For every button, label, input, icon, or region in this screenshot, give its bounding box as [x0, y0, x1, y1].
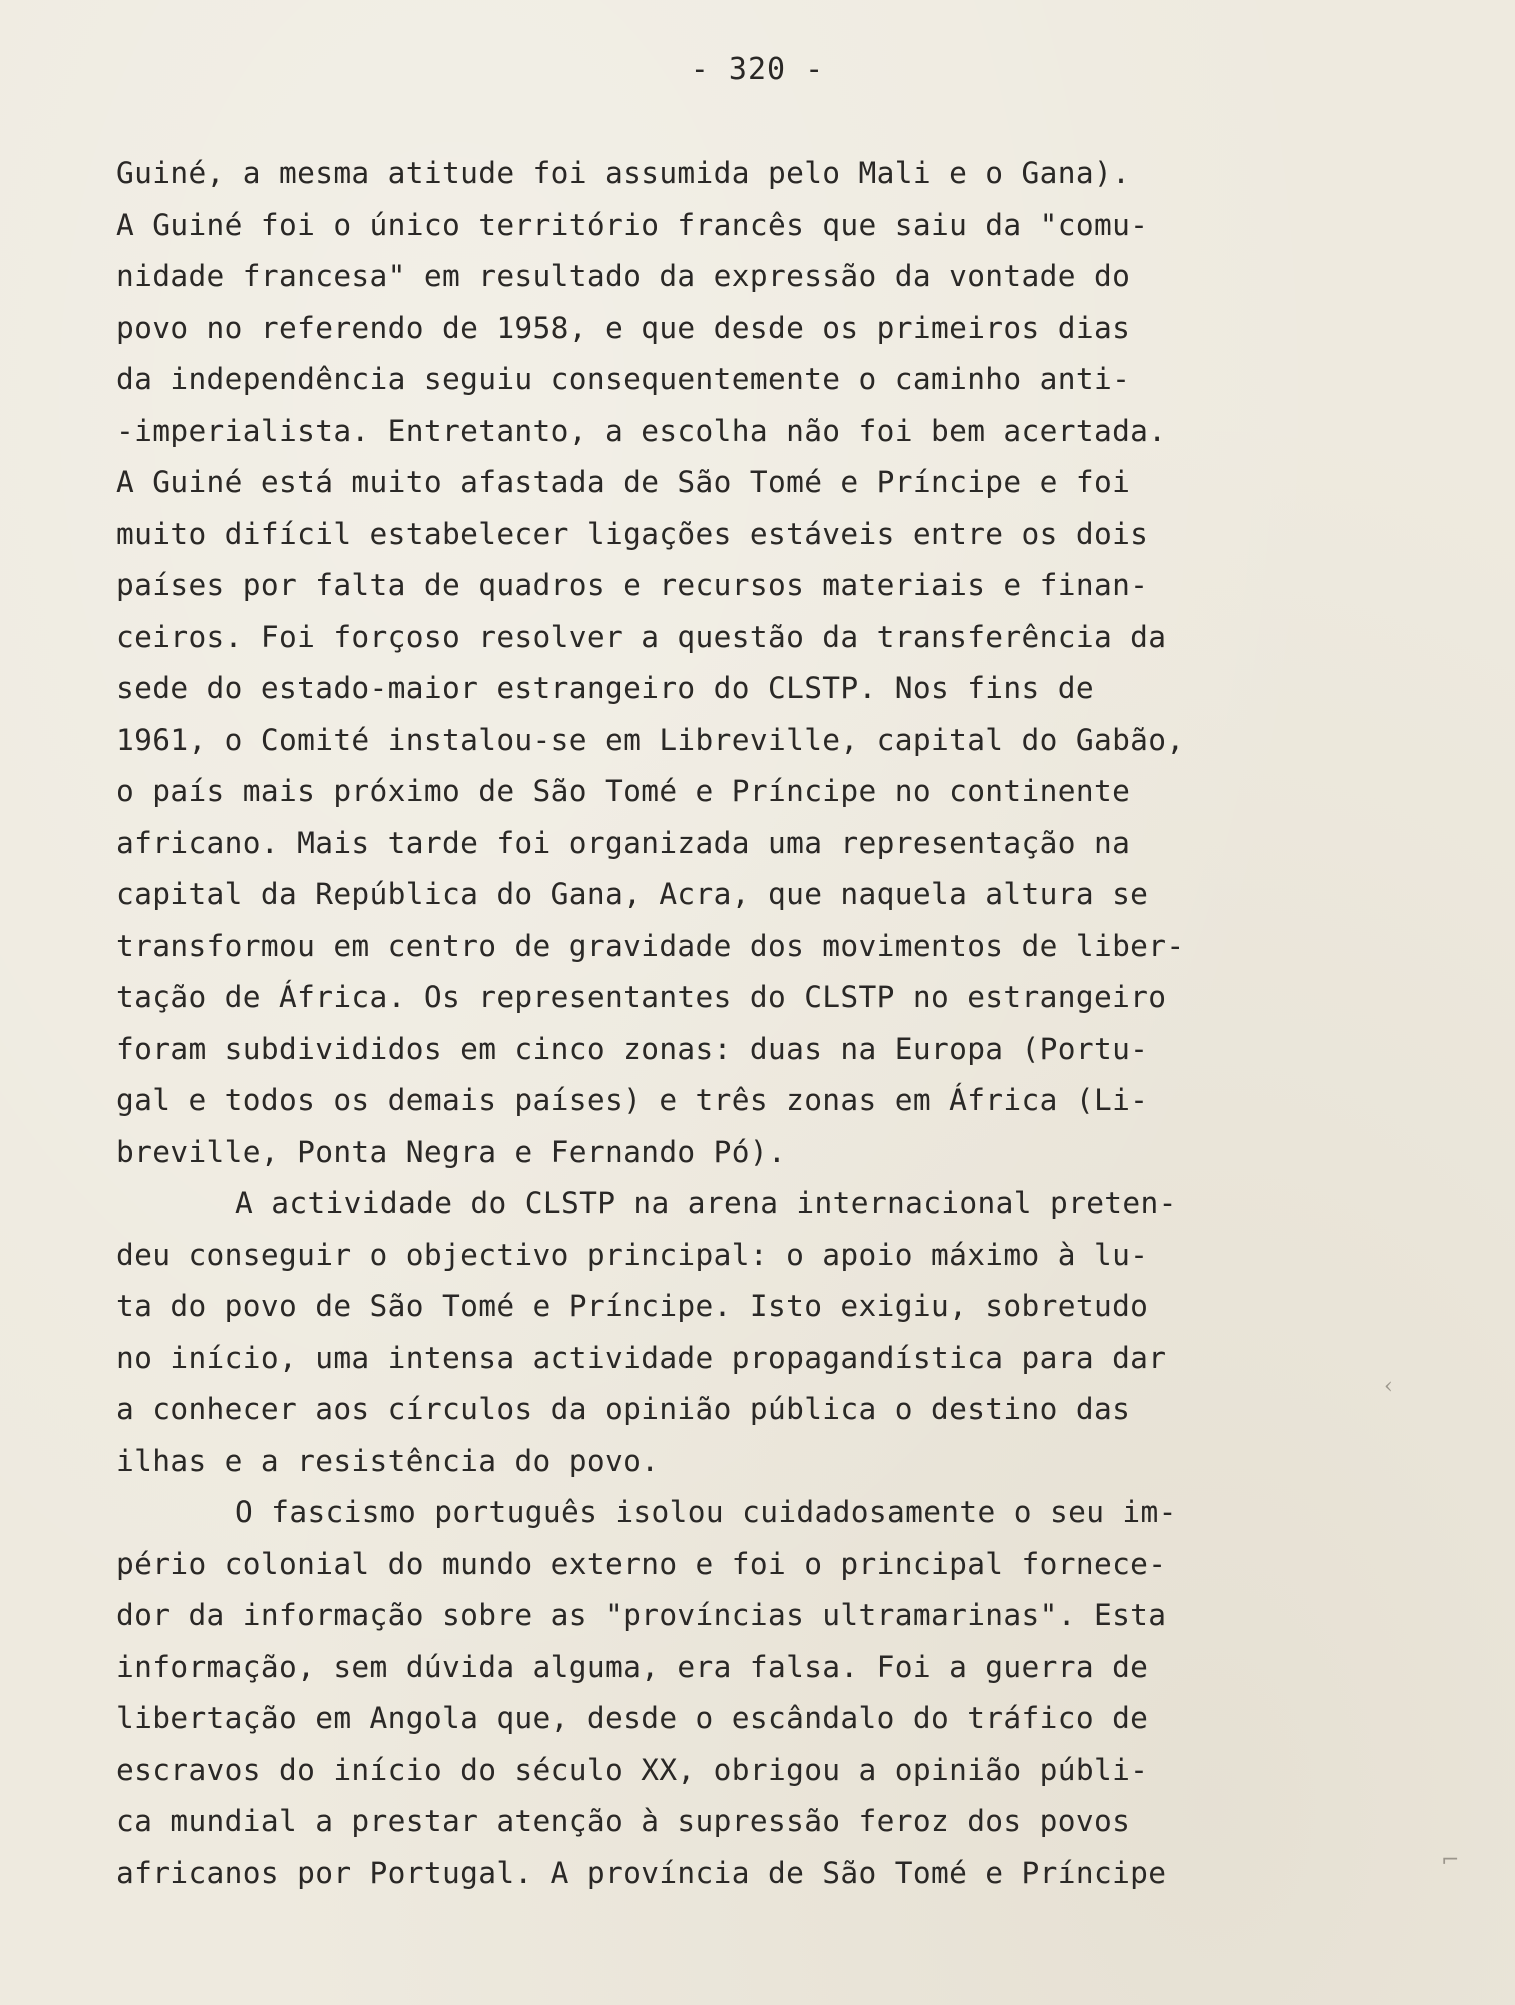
text-line: no início, uma intensa actividade propagandística para dar — [116, 1340, 1167, 1375]
text-line: 1961, o Comité instalou-se em Libreville, capital do Gabão, — [116, 722, 1185, 757]
text-line: ta do povo de São Tomé e Príncipe. Isto exigiu, sobretudo — [116, 1289, 1149, 1323]
margin-speck: ‹ — [1384, 1374, 1393, 1399]
text-line: transformou em centro de gravidade dos movimentos de liber- — [116, 928, 1185, 963]
text-line: A Guiné está muito afastada de São Tomé e Príncipe e foi — [116, 465, 1131, 499]
text-line: da independência seguiu consequentemente o caminho anti- — [116, 362, 1131, 396]
text-line: sede do estado-maior estrangeiro do CLSTP. Nos fins de — [116, 671, 1094, 705]
text-line: dor da informação sobre as "províncias ultramarinas". Esta — [116, 1598, 1167, 1632]
text-line: Guiné, a mesma atitude foi assumida pelo Mali e o Gana). — [116, 156, 1131, 190]
text-line: ca mundial a prestar atenção à supressão feroz dos povos — [116, 1804, 1131, 1838]
text-line: nidade francesa" em resultado da expressão da vontade do — [116, 259, 1131, 293]
text-line: deu conseguir o objectivo principal: o apoio máximo à lu- — [116, 1237, 1149, 1272]
body-text — [116, 148, 1366, 1899]
text-line: africano. Mais tarde foi organizada uma representação na — [116, 825, 1131, 860]
text-line: capital da República do Gana, Acra, que naquela altura se — [116, 877, 1149, 911]
margin-speck: ⌐ — [1441, 1848, 1460, 1873]
text-line: muito difícil estabelecer ligações estáveis entre os dois — [116, 516, 1149, 551]
text-line: foram subdivididos em cinco zonas: duas na Europa (Portu- — [116, 1031, 1149, 1066]
text-line: povo no referendo de 1958, e que desde os primeiros dias — [116, 310, 1131, 345]
text-line: ceiros. Foi forçoso resolver a questão da transferência da — [116, 619, 1167, 654]
text-line: libertação em Angola que, desde o escândalo do tráfico de — [116, 1701, 1149, 1735]
text-line: o país mais próximo de São Tomé e Príncipe no continente — [116, 774, 1131, 808]
text-line: africanos por Portugal. A província de São Tomé e Príncipe — [116, 1855, 1167, 1890]
text-line: gal e todos os demais países) e três zonas em África (Li- — [116, 1083, 1149, 1117]
page-number: - 320 - — [690, 52, 825, 87]
text-line: informação, sem dúvida alguma, era falsa. Foi a guerra de — [116, 1649, 1149, 1684]
text-line: breville, Ponta Negra e Fernando Pó). — [116, 1134, 787, 1169]
text-line: a conhecer aos círculos da opinião pública o destino das — [116, 1392, 1131, 1426]
text-line: países por falta de quadros e recursos materiais e finan- — [116, 568, 1149, 602]
text-line: A Guiné foi o único território francês que saiu da "comu- — [116, 207, 1149, 242]
text-line: escravos do início do século XX, obrigou a opinião públi- — [116, 1752, 1149, 1787]
paragraph-start-line: A actividade do CLSTP na arena internacional preten- — [235, 1186, 1177, 1220]
text-line: -imperialista. Entretanto, a escolha não foi bem acertada. — [116, 413, 1167, 448]
text-line: tação de África. Os representantes do CLSTP no estrangeiro — [116, 980, 1167, 1014]
paragraph-start-line: O fascismo português isolou cuidadosamente o seu im- — [235, 1495, 1177, 1529]
text-line: pério colonial do mundo externo e foi o principal fornece- — [116, 1546, 1167, 1581]
text-line: ilhas e a resistência do povo. — [116, 1443, 660, 1478]
